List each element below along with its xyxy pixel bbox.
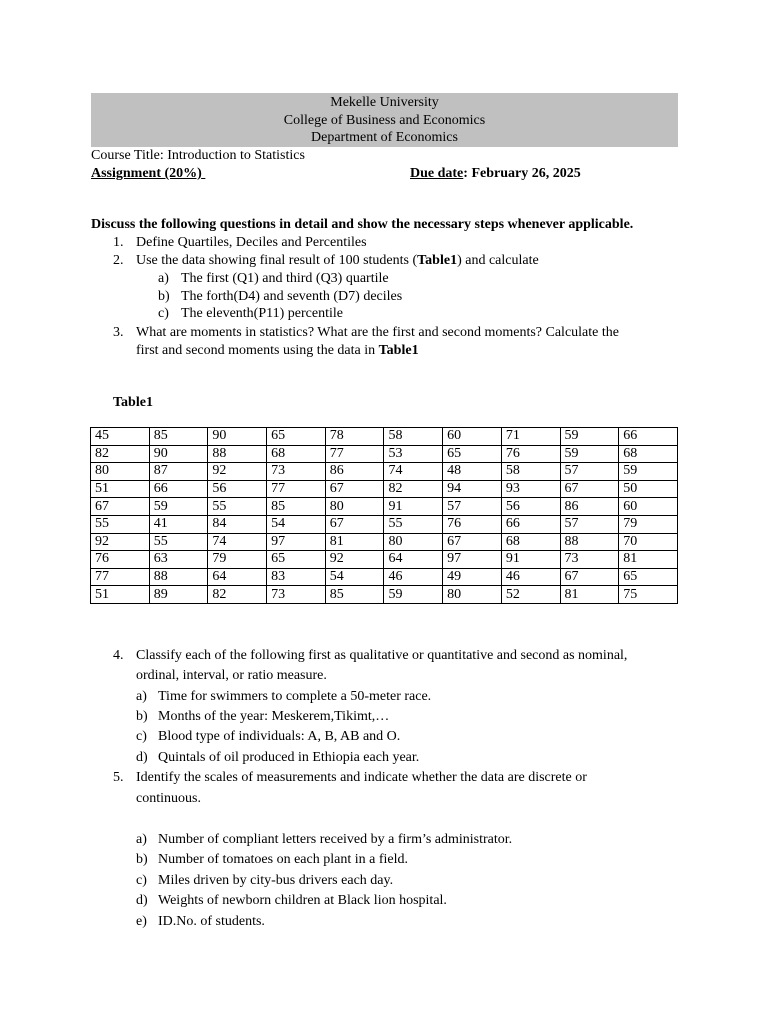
table-cell: 82 xyxy=(384,480,443,498)
table-cell: 82 xyxy=(91,445,150,463)
q2-sub-a-mark: a) xyxy=(158,271,169,286)
table-cell: 59 xyxy=(384,586,443,604)
table-cell: 50 xyxy=(619,480,678,498)
table-cell: 58 xyxy=(384,428,443,446)
table-cell: 68 xyxy=(619,445,678,463)
table-cell: 55 xyxy=(91,515,150,533)
table-cell: 97 xyxy=(443,551,502,569)
table-cell: 70 xyxy=(619,533,678,551)
q2-sub-b-text: The forth(D4) and seventh (D7) deciles xyxy=(181,289,403,304)
table-cell: 91 xyxy=(384,498,443,516)
university-name: Mekelle University xyxy=(330,95,439,110)
table-cell: 75 xyxy=(619,586,678,604)
data-table xyxy=(90,427,678,604)
table-cell: 80 xyxy=(443,586,502,604)
table-cell: 97 xyxy=(267,533,326,551)
q5-sub-b-mark: b) xyxy=(136,852,148,867)
table-cell: 85 xyxy=(325,586,384,604)
table-cell: 57 xyxy=(560,463,619,481)
college-name: College of Business and Economics xyxy=(283,112,486,128)
table-cell: 59 xyxy=(560,445,619,463)
table-row xyxy=(91,515,678,533)
due-date xyxy=(410,166,581,182)
table-cell: 59 xyxy=(619,463,678,481)
table-row xyxy=(91,463,678,481)
q1-text: Define Quartiles, Deciles and Percentiles xyxy=(136,235,367,250)
table-cell: 77 xyxy=(267,480,326,498)
table-cell: 59 xyxy=(149,498,208,516)
table-cell: 46 xyxy=(384,568,443,586)
q5-sub-b-text: Number of tomatoes on each plant in a field. xyxy=(158,852,408,867)
table-cell: 71 xyxy=(501,428,560,446)
table-cell: 77 xyxy=(325,445,384,463)
q2-sub-b-mark: b) xyxy=(158,289,170,304)
header-banner xyxy=(91,93,678,147)
q5-sub-c-mark: c) xyxy=(136,873,147,888)
q5-sub-e-mark: e) xyxy=(136,914,147,929)
q2-text: Use the data showing final result of 100 students (Table1) and calculate xyxy=(136,253,539,268)
table-cell: 77 xyxy=(91,568,150,586)
q4-sub-c-mark: c) xyxy=(136,729,147,744)
q4-sub-b-text: Months of the year: Meskerem,Tikimt,… xyxy=(158,709,390,724)
table-cell: 54 xyxy=(325,568,384,586)
table-cell: 80 xyxy=(384,533,443,551)
table-cell: 66 xyxy=(501,515,560,533)
q4-sub-d-text: Quintals of oil produced in Ethiopia each year. xyxy=(158,750,420,765)
table-cell: 85 xyxy=(267,498,326,516)
table-row xyxy=(91,428,678,446)
table-cell: 52 xyxy=(501,586,560,604)
table-cell: 86 xyxy=(560,498,619,516)
table-cell: 65 xyxy=(443,445,502,463)
table-cell: 59 xyxy=(560,428,619,446)
table-cell: 68 xyxy=(501,533,560,551)
table-cell: 65 xyxy=(619,568,678,586)
table-row xyxy=(91,480,678,498)
table-cell: 51 xyxy=(91,480,150,498)
q4-line1: Classify each of the following first as qualitative or quantitative and second as nominal, xyxy=(136,648,628,663)
q4-number: 4. xyxy=(113,648,124,663)
table-cell: 76 xyxy=(443,515,502,533)
table-cell: 86 xyxy=(325,463,384,481)
table-cell: 73 xyxy=(267,463,326,481)
q2-number: 2. xyxy=(113,253,124,268)
table-cell: 76 xyxy=(91,551,150,569)
table-cell: 79 xyxy=(619,515,678,533)
table-cell: 91 xyxy=(501,551,560,569)
table-cell: 45 xyxy=(91,428,150,446)
table-row xyxy=(91,551,678,569)
table-cell: 66 xyxy=(619,428,678,446)
table-cell: 81 xyxy=(619,551,678,569)
table-cell: 55 xyxy=(149,533,208,551)
table-cell: 53 xyxy=(384,445,443,463)
table-cell: 85 xyxy=(149,428,208,446)
table-cell: 87 xyxy=(149,463,208,481)
table-cell: 94 xyxy=(443,480,502,498)
table-cell: 57 xyxy=(560,515,619,533)
table-row xyxy=(91,498,678,516)
table-cell: 74 xyxy=(208,533,267,551)
q5-line1: Identify the scales of measurements and indicate whether the data are discrete or xyxy=(136,770,587,785)
q5-sub-d-text: Weights of newborn children at Black lion hospital. xyxy=(158,893,447,908)
table-cell: 67 xyxy=(443,533,502,551)
table-cell: 51 xyxy=(91,586,150,604)
department-name: Department of Economics xyxy=(311,130,458,145)
assignment-label: Assignment (20%) xyxy=(91,166,202,181)
table-row xyxy=(91,445,678,463)
table-cell: 55 xyxy=(384,515,443,533)
table-cell: 89 xyxy=(149,586,208,604)
q5-sub-c-text: Miles driven by city-bus drivers each day. xyxy=(158,873,394,888)
table-cell: 88 xyxy=(560,533,619,551)
table-cell: 64 xyxy=(208,568,267,586)
table-cell: 67 xyxy=(325,480,384,498)
table-cell: 83 xyxy=(267,568,326,586)
table-cell: 84 xyxy=(208,515,267,533)
q2-sub-c-text: The eleventh(P11) percentile xyxy=(181,306,343,321)
table-cell: 79 xyxy=(208,551,267,569)
q5-sub-e-text: ID.No. of students. xyxy=(158,914,265,929)
table-cell: 88 xyxy=(149,568,208,586)
table-cell: 67 xyxy=(325,515,384,533)
q5-sub-a-text: Number of compliant letters received by a firm’s administrator. xyxy=(158,832,513,847)
table-cell: 55 xyxy=(208,498,267,516)
instructions: Discuss the following questions in detail and show the necessary steps whenever applicable. xyxy=(91,217,634,232)
table-cell: 46 xyxy=(501,568,560,586)
table-cell: 81 xyxy=(325,533,384,551)
q2-sub-a-text: The first (Q1) and third (Q3) quartile xyxy=(181,271,389,286)
table-cell: 80 xyxy=(325,498,384,516)
table-cell: 80 xyxy=(91,463,150,481)
q4-sub-a-mark: a) xyxy=(136,689,147,704)
table-cell: 92 xyxy=(325,551,384,569)
table-cell: 41 xyxy=(149,515,208,533)
table-cell: 48 xyxy=(443,463,502,481)
table-cell: 56 xyxy=(501,498,560,516)
table-cell: 76 xyxy=(501,445,560,463)
table-row xyxy=(91,533,678,551)
table-cell: 66 xyxy=(149,480,208,498)
table-cell: 67 xyxy=(560,480,619,498)
q4-line2: ordinal, interval, or ratio measure. xyxy=(136,668,327,683)
table-cell: 74 xyxy=(384,463,443,481)
table-cell: 90 xyxy=(208,428,267,446)
table-cell: 65 xyxy=(267,551,326,569)
table-cell: 60 xyxy=(619,498,678,516)
table-cell: 58 xyxy=(501,463,560,481)
table-cell: 78 xyxy=(325,428,384,446)
q4-sub-a-text: Time for swimmers to complete a 50-meter race. xyxy=(158,689,432,704)
table-cell: 73 xyxy=(560,551,619,569)
q5-line2: continuous. xyxy=(136,791,201,806)
table-cell: 60 xyxy=(443,428,502,446)
table-row xyxy=(91,568,678,586)
table-row xyxy=(91,586,678,604)
table-cell: 92 xyxy=(208,463,267,481)
q5-number: 5. xyxy=(113,770,124,785)
table-cell: 68 xyxy=(267,445,326,463)
table-cell: 93 xyxy=(501,480,560,498)
table-cell: 82 xyxy=(208,586,267,604)
q5-sub-a-mark: a) xyxy=(136,832,147,847)
table-cell: 49 xyxy=(443,568,502,586)
table-cell: 81 xyxy=(560,586,619,604)
table-cell: 54 xyxy=(267,515,326,533)
table-cell: 57 xyxy=(443,498,502,516)
q5-sub-d-mark: d) xyxy=(136,893,148,908)
q4-sub-b-mark: b) xyxy=(136,709,148,724)
q2-sub-c-mark: c) xyxy=(158,306,169,321)
due-date-value: : February 26, 2025 xyxy=(463,166,581,181)
q3-line1: What are moments in statistics? What are the first and second moments? Calculate the xyxy=(136,325,619,340)
table-cell: 73 xyxy=(267,586,326,604)
q3-number: 3. xyxy=(113,325,124,340)
table-title: Table1 xyxy=(113,395,153,410)
table-cell: 88 xyxy=(208,445,267,463)
table-cell: 65 xyxy=(267,428,326,446)
table-cell: 67 xyxy=(560,568,619,586)
due-date-label: Due date xyxy=(410,166,464,181)
table-cell: 90 xyxy=(149,445,208,463)
course-title: Course Title: Introduction to Statistics xyxy=(91,148,305,163)
table-cell: 92 xyxy=(91,533,150,551)
q3-line2: first and second moments using the data in Table1 xyxy=(136,343,419,358)
table-cell: 63 xyxy=(149,551,208,569)
q4-sub-c-text: Blood type of individuals: A, B, AB and O. xyxy=(158,729,401,744)
q4-sub-d-mark: d) xyxy=(136,750,148,765)
table-cell: 56 xyxy=(208,480,267,498)
table-cell: 64 xyxy=(384,551,443,569)
table-cell: 67 xyxy=(91,498,150,516)
q1-number: 1. xyxy=(113,235,124,250)
